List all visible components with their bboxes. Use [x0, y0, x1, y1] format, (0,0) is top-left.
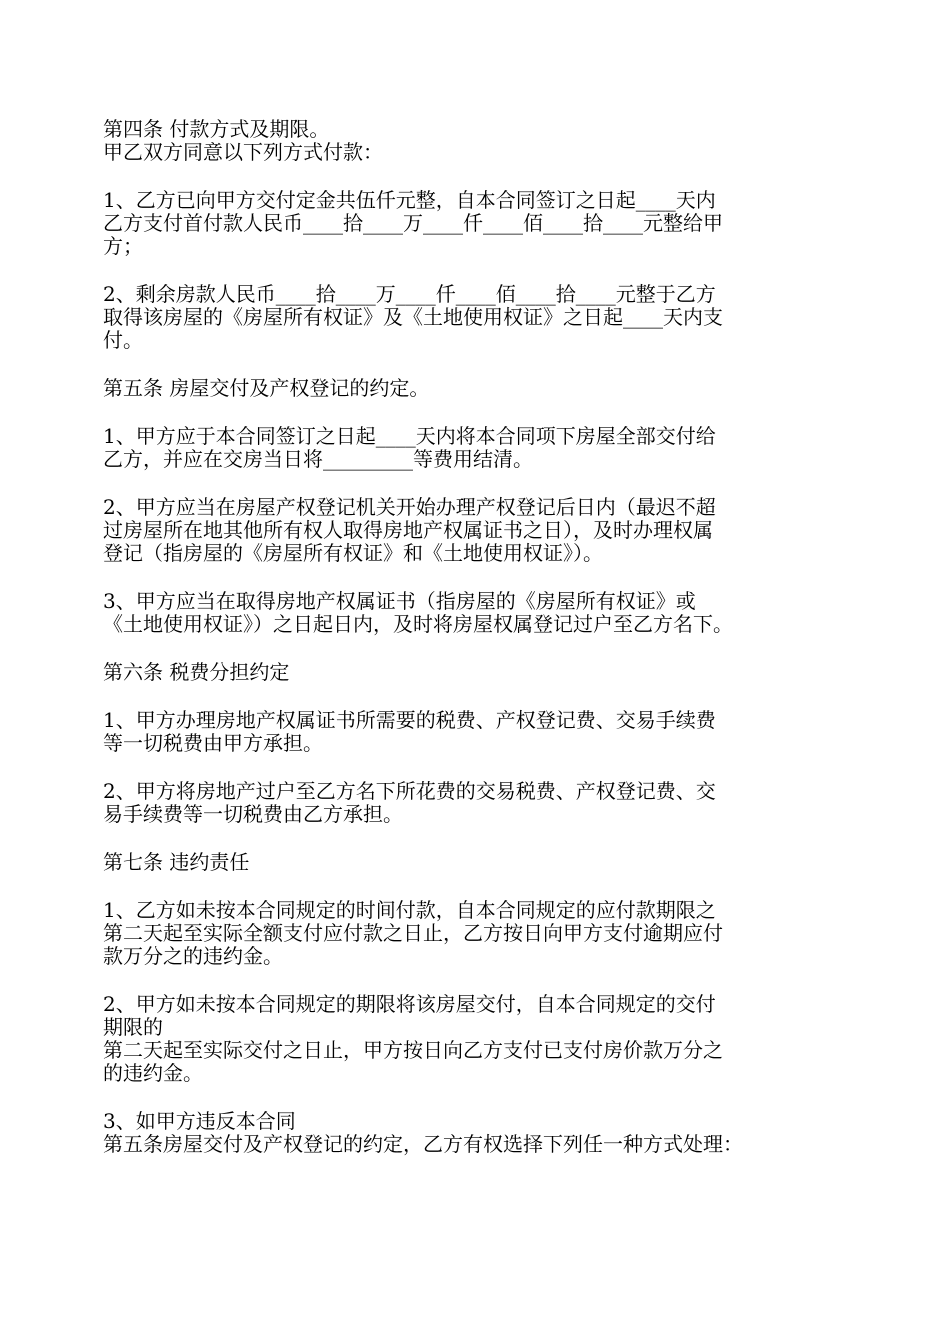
- article-7-item-2: 2、甲方如未按本合同规定的期限将该房屋交付，自本合同规定的交付 期限的 第二天起至实际交付之日止，甲方按日向乙方支付已支付房价款万分之 的违约金。: [103, 992, 723, 1085]
- article-4-intro: 甲乙双方同意以下列方式付款：: [103, 140, 383, 164]
- article-5-item-1: 1、甲方应于本合同签订之日起____天内将本合同项下房屋全部交付给 乙方，并应在交房当日将_________等费用结清。: [103, 424, 716, 471]
- article-5-title: 第五条 房屋交付及产权登记的约定。: [103, 376, 430, 400]
- article-5-item-2: 2、甲方应当在房屋产权登记机关开始办理产权登记后日内（最迟不超 过房屋所在地其他所有权人取得房地产权属证书之日），及时办理权属 登记（指房屋的《房屋所有权证》和《土地使用权证》）。: [103, 495, 716, 565]
- contract-page: [103, 118, 863, 1156]
- article-5-item-3: 3、甲方应当在取得房地产权属证书（指房屋的《房屋所有权证》或 《土地使用权证》）之日起日内，及时将房屋权属登记过户至乙方名下。: [103, 589, 733, 636]
- article-7-item-1: 1、乙方如未按本合同规定的时间付款，自本合同规定的应付款期限之 第二天起至实际全额支付应付款之日止，乙方按日向甲方支付逾期应付 款万分之的违约金。: [103, 898, 723, 968]
- article-6-item-1: 1、甲方办理房地产权属证书所需要的税费、产权登记费、交易手续费 等一切税费由甲方承担。: [103, 708, 716, 755]
- article-7-item-3: 3、如甲方违反本合同 第五条房屋交付及产权登记的约定，乙方有权选择下列任一种方式处理：: [103, 1109, 743, 1156]
- article-4-item-1: 1、乙方已向甲方交付定金共伍仟元整，自本合同签订之日起____天内 乙方支付首付款人民币____拾____万____仟____佰____拾____元整给甲 方；: [103, 188, 723, 258]
- article-4-title: 第四条 付款方式及期限。: [103, 117, 330, 141]
- article-4-item-2: 2、剩余房款人民币____拾____万____仟____佰____拾____元整于乙方 取得该房屋的《房屋所有权证》及《土地使用权证》之日起____天内支 付。: [103, 282, 723, 352]
- article-6-item-2: 2、甲方将房地产过户至乙方名下所花费的交易税费、产权登记费、交 易手续费等一切税费由乙方承担。: [103, 779, 716, 826]
- article-6-title: 第六条 税费分担约定: [103, 660, 290, 684]
- article-7-title: 第七条 违约责任: [103, 850, 250, 874]
